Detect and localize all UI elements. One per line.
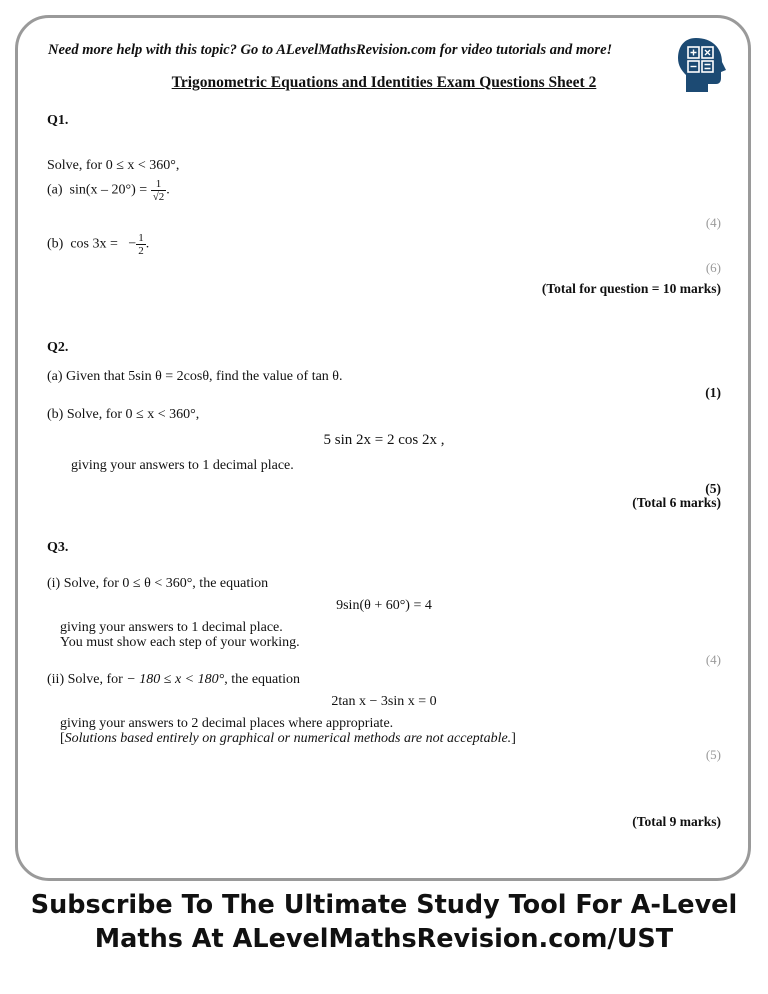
q3-ii-prefix: (ii) Solve, for: [47, 672, 123, 687]
q1-part-a: [47, 178, 170, 203]
q1-a-marks: (4): [705, 215, 721, 230]
sheet-title-text: Trigonometric Equations and Identities Exam Questions Sheet 2: [171, 74, 597, 91]
q1-part-b: [47, 232, 149, 257]
q3-ii-equation: 2tan x − 3sin x = 0: [331, 694, 437, 709]
subscribe-banner[interactable]: [0, 888, 768, 956]
q3-total: (Total 9 marks): [632, 814, 721, 829]
q1-b-lhs: cos 3x =: [70, 236, 118, 252]
q3-ii-line2: [Solutions based entirely on graphical or numerical methods are not acceptable.]: [60, 731, 516, 746]
q2-heading: Q2.: [47, 340, 69, 355]
subscribe-line-2: Maths At ALevelMathsRevision.com/UST: [94, 924, 674, 954]
q1-a-denominator: √2: [152, 191, 165, 203]
q3-part-ii: [47, 672, 300, 688]
subscribe-line-1: Subscribe To The Ultimate Study Tool For A-Level: [30, 890, 738, 920]
q3-i-marks: (4): [705, 652, 721, 667]
sheet-title: [0, 74, 768, 92]
q1-a-fraction: [151, 178, 167, 203]
q1-a-numerator: 1: [155, 178, 162, 190]
q1-a-label: (a): [47, 182, 63, 198]
q1-heading: Q1.: [47, 113, 69, 128]
q2-equation: 5 sin 2x = 2 cos 2x ,: [323, 432, 445, 448]
help-banner-text: Need more help with this topic? Go to ALevelMathsRevision.com for video tutorials and more!: [48, 42, 613, 58]
q3-ii-marks: (5): [705, 747, 721, 762]
q3-i-line1: giving your answers to 1 decimal place.: [60, 620, 283, 635]
q3-i-equation: 9sin(θ + 60°) = 4: [336, 598, 432, 613]
q2-part-b: (b) Solve, for 0 ≤ x < 360°,: [47, 407, 200, 422]
q2-total: (Total 6 marks): [632, 495, 721, 510]
q1-b-denominator: 2: [138, 245, 144, 257]
q3-ii-note: Solutions based entirely on graphical or numerical methods are not acceptable.: [64, 731, 512, 746]
q2-a-marks: (1): [705, 385, 721, 400]
q3-i-line2: You must show each step of your working.: [60, 635, 300, 650]
q1-b-sign: −: [128, 236, 137, 252]
q3-ii-range: − 180 ≤ x < 180°: [126, 672, 225, 687]
q3-heading: Q3.: [47, 540, 69, 555]
q1-intro: Solve, for 0 ≤ x < 360°,: [47, 158, 180, 173]
q3-ii-suffix: , the equation: [224, 672, 301, 687]
q1-b-marks: (6): [705, 260, 721, 275]
q1-total: (Total for question = 10 marks): [541, 281, 721, 296]
q1-b-label: (b): [47, 236, 64, 252]
q1-b-end: .: [145, 236, 150, 252]
q2-b-instruction: giving your answers to 1 decimal place.: [71, 458, 294, 473]
q2-b-marks: (5): [705, 481, 721, 496]
q1-b-numerator: 1: [138, 232, 144, 244]
q2-part-a: (a) Given that 5sin θ = 2cosθ, find the value of tan θ.: [47, 369, 343, 384]
q1-a-lhs: sin(x – 20°) =: [69, 182, 148, 198]
q3-part-i: (i) Solve, for 0 ≤ θ < 360°, the equation: [47, 576, 269, 591]
q3-ii-line1: giving your answers to 2 decimal places where appropriate.: [60, 716, 394, 731]
q1-a-end: .: [166, 182, 170, 198]
q1-b-fraction: [136, 232, 146, 257]
